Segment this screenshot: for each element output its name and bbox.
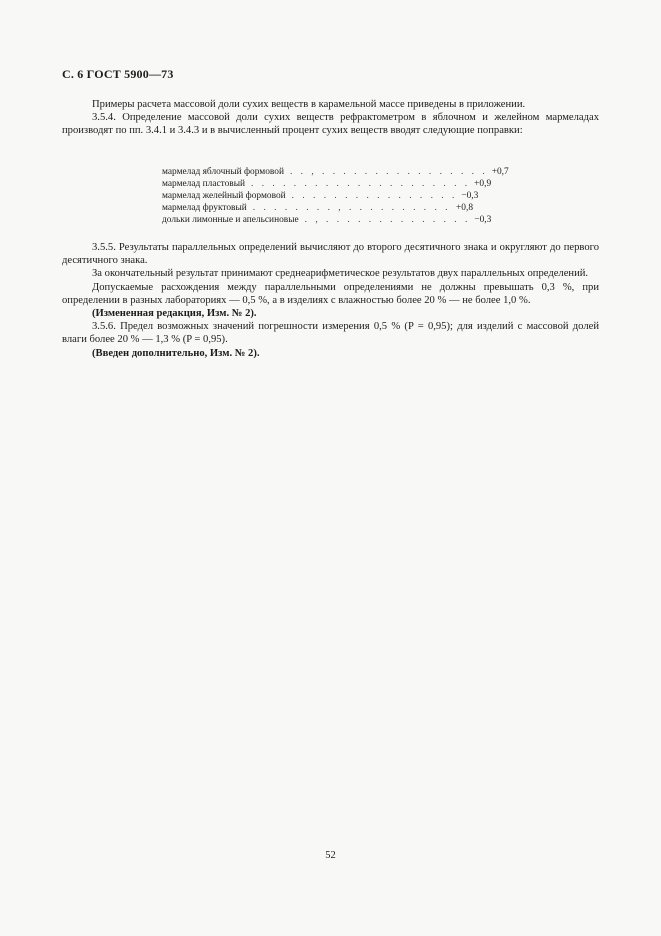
correction-row xyxy=(162,190,482,202)
correction-row xyxy=(162,178,492,190)
paragraph-examples: Примеры расчета массовой доли сухих веществ в карамельной массе приведены в приложении. xyxy=(92,99,526,110)
paragraph-3-5-4: 3.5.4. Определение массовой доли сухих веществ рефрактометром в яблочном и желейном мармеладах производят по пп. 3.4.1 и 3.4.3 и в вычисленный процент сухих веществ вводят следующие поправки: xyxy=(62,112,599,137)
correction-label: дольки лимонные и апельсиновые xyxy=(162,215,299,225)
correction-label: мармелад пластовый xyxy=(162,179,246,189)
correction-label: мармелад фруктовый xyxy=(162,203,247,213)
correction-label: мармелад желейный формовой xyxy=(162,191,286,201)
amendment-note-1: (Измененная редакция, Изм. № 2). xyxy=(92,308,257,320)
leader-dots: . . , . . . . . . . . . . . . . . . . xyxy=(289,167,488,177)
leader-dots: . . . . . . . . . . . . . . . . xyxy=(291,191,458,201)
correction-value: −0,3 xyxy=(461,191,479,201)
results-text-block xyxy=(62,241,599,360)
paragraph-tolerances: Допускаемые расхождения между параллельными определениями не должны превышать 0,3 %, при определении в разных лабораториях — 0,5 %, а в изделиях с влажностью более 20 % — не более 1,0 %. xyxy=(62,281,599,306)
corrections-list xyxy=(162,166,509,226)
leader-dots: . , . . . . . . . . . . . . . . xyxy=(304,215,471,225)
leader-dots: . . . . . . . . . . . . . . . . . . . . . xyxy=(251,179,471,189)
correction-value: −0,3 xyxy=(474,215,492,225)
page-number: 52 xyxy=(325,850,336,861)
correction-value: +0,7 xyxy=(491,167,509,177)
correction-row xyxy=(162,166,509,178)
page-header: С. 6 ГОСТ 5900—73 xyxy=(62,67,174,81)
paragraph-final-result: За окончательный результат принимают среднеарифметическое результатов двух параллельных определений. xyxy=(92,268,589,280)
paragraph-3-5-5: 3.5.5. Результаты параллельных определений вычисляют до второго десятичного знака и округляют до первого десятичного знака. xyxy=(62,242,599,267)
leader-dots: . . . . . . . . , . . . . . . . . . . xyxy=(252,203,451,213)
correction-row xyxy=(162,214,492,226)
correction-value: +0,9 xyxy=(474,179,492,189)
correction-value: +0,8 xyxy=(456,203,474,213)
correction-label: мармелад яблочный формовой xyxy=(162,167,284,177)
amendment-note-2: (Введен дополнительно, Изм. № 2). xyxy=(92,347,260,359)
correction-row xyxy=(162,202,482,214)
intro-text-block xyxy=(62,98,599,138)
paragraph-3-5-6: 3.5.6. Предел возможных значений погрешности измерения 0,5 % (P = 0,95); для изделий с массовой долей влаги более 20 % — 1,3 % (P = 0,95). xyxy=(62,321,599,346)
